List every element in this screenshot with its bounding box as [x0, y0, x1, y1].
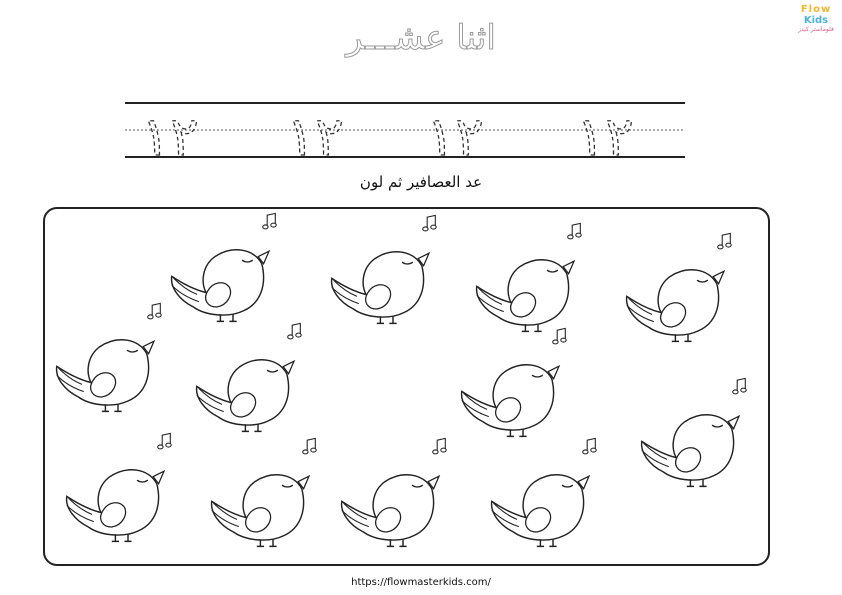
bird-7 — [462, 328, 567, 436]
trace-numeral-3: ١٢ — [425, 105, 485, 168]
bird-11 — [342, 438, 447, 546]
bird-4 — [627, 233, 732, 341]
instruction-text: عد العصافير ثم لون — [359, 173, 483, 191]
trace-numeral-2: ١٢ — [285, 105, 345, 168]
bird-6 — [197, 323, 302, 431]
bird-10 — [212, 438, 317, 546]
logo-line-1: Flow — [800, 4, 832, 15]
bird-1 — [172, 213, 277, 321]
logo-line-2: Kids — [803, 15, 829, 26]
footer-url[interactable]: https://flowmasterkids.com/ — [351, 577, 491, 588]
page-title: اثنا عشـــر — [346, 18, 496, 58]
trace-numeral-4: ١٢ — [575, 105, 635, 168]
bird-2 — [332, 215, 437, 323]
bird-8 — [642, 378, 747, 486]
bird-9 — [67, 433, 172, 541]
bird-5 — [57, 303, 162, 411]
bird-3 — [477, 223, 582, 331]
bird-12 — [492, 438, 597, 546]
trace-numeral-1: ١٢ — [140, 105, 200, 168]
logo-line-3: فلوماستر كيدز — [798, 26, 834, 33]
